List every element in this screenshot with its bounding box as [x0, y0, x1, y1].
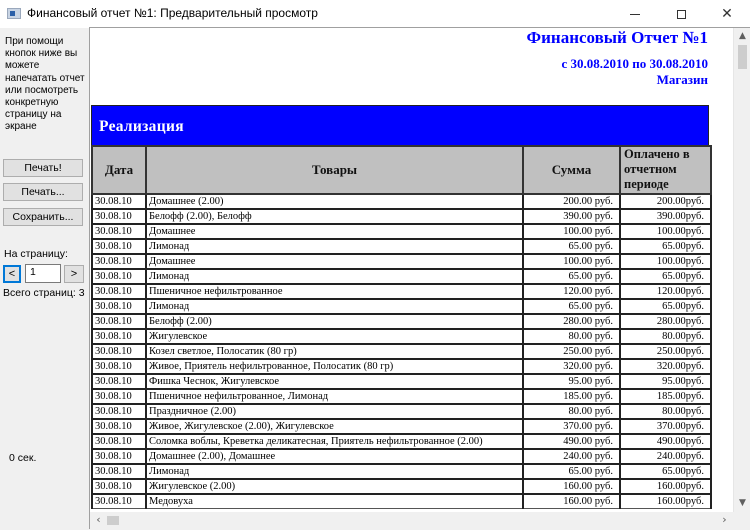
print-now-button[interactable]: Печать!	[3, 159, 83, 177]
cell-goods: Лимонад	[146, 239, 523, 254]
cell-date: 30.08.10	[92, 419, 146, 434]
cell-sum: 65.00 руб.	[523, 464, 620, 479]
cell-paid: 120.00руб.	[620, 284, 711, 299]
report-preview-pane[interactable]	[89, 27, 750, 529]
cell-goods: Фишка Чеснок, Жигулевское	[146, 374, 523, 389]
cell-paid: 65.00руб.	[620, 269, 711, 284]
cell-paid: 95.00руб.	[620, 374, 711, 389]
report-page	[90, 28, 716, 513]
minimize-button[interactable]	[612, 0, 658, 28]
cell-goods: Медовуха	[146, 494, 523, 509]
cell-date: 30.08.10	[92, 299, 146, 314]
table-row	[92, 449, 711, 464]
help-text: При помощи кнопок ниже вы можете напечатать отчет или посмотреть конкретную страницу на экране	[5, 36, 85, 133]
cell-date: 30.08.10	[92, 329, 146, 344]
table-row	[92, 359, 711, 374]
title-bar	[0, 0, 750, 28]
cell-date: 30.08.10	[92, 314, 146, 329]
cell-date: 30.08.10	[92, 239, 146, 254]
page-number-input[interactable]: 1	[25, 264, 61, 283]
cell-date: 30.08.10	[92, 449, 146, 464]
cell-paid: 200.00руб.	[620, 194, 711, 209]
next-page-button[interactable]: >	[64, 265, 84, 283]
cell-sum: 160.00 руб.	[523, 479, 620, 494]
app-window-icon[interactable]	[7, 8, 21, 19]
print-dialog-button[interactable]: Печать...	[3, 183, 83, 201]
goto-page-label: На страницу:	[4, 248, 68, 260]
cell-goods: Домашнее	[146, 254, 523, 269]
table-row	[92, 344, 711, 359]
column-header-paid: Оплачено в отчетном периоде	[620, 146, 711, 194]
cell-paid: 100.00руб.	[620, 254, 711, 269]
cell-goods: Живое, Жигулевское (2.00), Жигулевское	[146, 419, 523, 434]
prev-page-button[interactable]: <	[3, 265, 21, 283]
column-header-sum: Сумма	[523, 146, 620, 194]
cell-sum: 65.00 руб.	[523, 299, 620, 314]
cell-date: 30.08.10	[92, 254, 146, 269]
table-row	[92, 314, 711, 329]
cell-paid: 80.00руб.	[620, 329, 711, 344]
cell-sum: 250.00 руб.	[523, 344, 620, 359]
cell-goods: Жигулевское	[146, 329, 523, 344]
cell-date: 30.08.10	[92, 479, 146, 494]
cell-paid: 370.00руб.	[620, 419, 711, 434]
cell-paid: 80.00руб.	[620, 404, 711, 419]
cell-sum: 160.00 руб.	[523, 494, 620, 509]
table-row	[92, 389, 711, 404]
cell-date: 30.08.10	[92, 389, 146, 404]
cell-sum: 95.00 руб.	[523, 374, 620, 389]
cell-paid: 65.00руб.	[620, 299, 711, 314]
cell-sum: 100.00 руб.	[523, 254, 620, 269]
cell-goods: Домашнее (2.00)	[146, 194, 523, 209]
cell-paid: 65.00руб.	[620, 464, 711, 479]
cell-sum: 490.00 руб.	[523, 434, 620, 449]
horizontal-scrollbar[interactable]	[90, 512, 750, 529]
cell-sum: 80.00 руб.	[523, 404, 620, 419]
cell-goods: Живое, Приятель нефильтрованное, Полосатик (80 гр)	[146, 359, 523, 374]
report-period: с 30.08.2010 по 30.08.2010	[561, 56, 708, 71]
cell-date: 30.08.10	[92, 284, 146, 299]
scroll-right-icon[interactable]: ›	[722, 513, 727, 526]
cell-date: 30.08.10	[92, 224, 146, 239]
cell-sum: 185.00 руб.	[523, 389, 620, 404]
scroll-up-icon[interactable]: ▲	[739, 31, 746, 41]
close-button[interactable]	[704, 0, 750, 28]
cell-paid: 160.00руб.	[620, 479, 711, 494]
cell-paid: 160.00руб.	[620, 494, 711, 509]
table-row	[92, 479, 711, 494]
horizontal-scroll-thumb[interactable]	[107, 516, 119, 525]
cell-goods: Лимонад	[146, 269, 523, 284]
cell-sum: 120.00 руб.	[523, 284, 620, 299]
cell-date: 30.08.10	[92, 404, 146, 419]
cell-goods: Лимонад	[146, 464, 523, 479]
cell-paid: 490.00руб.	[620, 434, 711, 449]
cell-paid: 65.00руб.	[620, 239, 711, 254]
cell-goods: Домашнее (2.00), Домашнее	[146, 449, 523, 464]
cell-goods: Праздничное (2.00)	[146, 404, 523, 419]
cell-goods: Белофф (2.00)	[146, 314, 523, 329]
cell-date: 30.08.10	[92, 464, 146, 479]
cell-date: 30.08.10	[92, 494, 146, 509]
save-button[interactable]: Сохранить...	[3, 208, 83, 226]
cell-sum: 280.00 руб.	[523, 314, 620, 329]
cell-paid: 100.00руб.	[620, 224, 711, 239]
cell-sum: 320.00 руб.	[523, 359, 620, 374]
close-icon: ✕	[721, 6, 733, 22]
cell-goods: Козел светлое, Полосатик (80 гр)	[146, 344, 523, 359]
cell-sum: 240.00 руб.	[523, 449, 620, 464]
minimize-icon	[630, 14, 640, 15]
maximize-icon	[677, 10, 686, 19]
table-row	[92, 284, 711, 299]
cell-sum: 200.00 руб.	[523, 194, 620, 209]
cell-paid: 250.00руб.	[620, 344, 711, 359]
table-row	[92, 269, 711, 284]
cell-sum: 80.00 руб.	[523, 329, 620, 344]
cell-sum: 100.00 руб.	[523, 224, 620, 239]
table-row	[92, 434, 711, 449]
cell-goods: Пшеничное нефильтрованное	[146, 284, 523, 299]
cell-goods: Соломка воблы, Креветка деликатесная, Приятель нефильтрованное (2.00)	[146, 434, 523, 449]
table-row	[92, 254, 711, 269]
cell-sum: 65.00 руб.	[523, 269, 620, 284]
cell-sum: 390.00 руб.	[523, 209, 620, 224]
cell-goods: Жигулевское (2.00)	[146, 479, 523, 494]
total-pages-label: Всего страниц: 3	[3, 287, 85, 299]
column-header-date: Дата	[92, 146, 146, 194]
section-title: Реализация	[99, 118, 184, 135]
scroll-down-icon[interactable]: ▼	[739, 498, 746, 508]
table-row	[92, 419, 711, 434]
cell-date: 30.08.10	[92, 269, 146, 284]
cell-date: 30.08.10	[92, 359, 146, 374]
cell-paid: 185.00руб.	[620, 389, 711, 404]
table-row	[92, 374, 711, 389]
cell-goods: Лимонад	[146, 299, 523, 314]
cell-paid: 280.00руб.	[620, 314, 711, 329]
table-row	[92, 329, 711, 344]
table-row	[92, 209, 711, 224]
cell-goods: Пшеничное нефильтрованное, Лимонад	[146, 389, 523, 404]
table-row	[92, 239, 711, 254]
table-row	[92, 224, 711, 239]
window-title: Финансовый отчет №1: Предварительный просмотр	[27, 6, 318, 20]
sidebar	[0, 28, 88, 528]
elapsed-time-label: 0 сек.	[9, 452, 37, 464]
cell-date: 30.08.10	[92, 194, 146, 209]
report-store: Магазин	[656, 72, 708, 87]
cell-sum: 65.00 руб.	[523, 239, 620, 254]
table-header-row	[92, 146, 711, 194]
table-row	[92, 494, 711, 509]
vertical-scroll-thumb[interactable]	[738, 45, 747, 69]
cell-date: 30.08.10	[92, 434, 146, 449]
cell-goods: Белофф (2.00), Белофф	[146, 209, 523, 224]
sales-table	[91, 145, 712, 509]
scroll-left-icon[interactable]: ‹	[96, 513, 101, 526]
vertical-scrollbar[interactable]	[733, 28, 750, 512]
cell-date: 30.08.10	[92, 344, 146, 359]
table-row	[92, 404, 711, 419]
cell-date: 30.08.10	[92, 374, 146, 389]
cell-date: 30.08.10	[92, 209, 146, 224]
table-body	[92, 194, 711, 509]
cell-paid: 390.00руб.	[620, 209, 711, 224]
report-title: Финансовый Отчет №1	[526, 28, 708, 47]
maximize-button[interactable]	[658, 0, 704, 28]
cell-paid: 240.00руб.	[620, 449, 711, 464]
table-row	[92, 194, 711, 209]
table-row	[92, 299, 711, 314]
column-header-goods: Товары	[146, 146, 523, 194]
cell-goods: Домашнее	[146, 224, 523, 239]
section-header-band	[91, 105, 709, 146]
table-row	[92, 464, 711, 479]
cell-sum: 370.00 руб.	[523, 419, 620, 434]
cell-paid: 320.00руб.	[620, 359, 711, 374]
